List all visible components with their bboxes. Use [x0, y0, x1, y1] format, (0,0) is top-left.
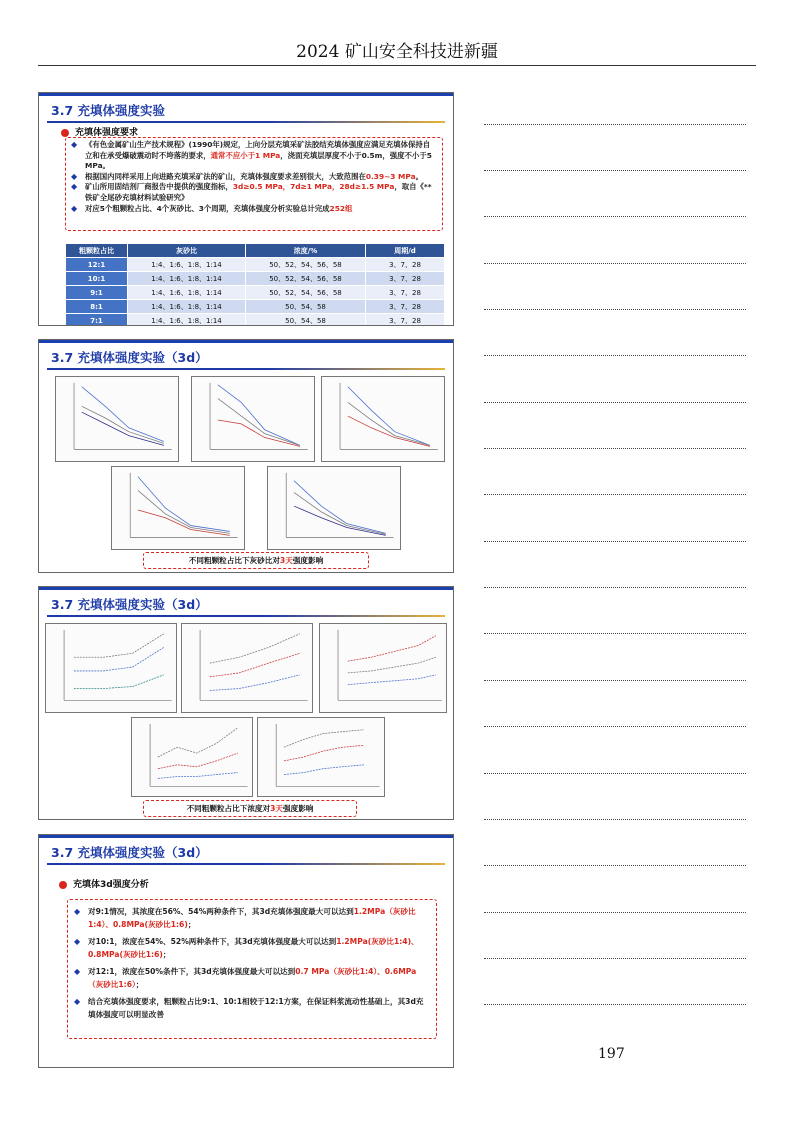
chart-thumbnail [45, 623, 177, 713]
note-line [484, 355, 746, 356]
column-header: 周期/d [366, 244, 445, 258]
note-line [484, 912, 746, 913]
slide-3d-cement-ratio [38, 339, 454, 573]
slide-3d-concentration [38, 586, 454, 820]
slide-subtitle: 充填体强度要求 [61, 125, 138, 138]
column-header: 浓度/% [246, 244, 366, 258]
title-rule [47, 863, 445, 865]
slide-strength-requirements [38, 92, 454, 326]
red-dot-icon [61, 129, 69, 137]
requirement-item: ◆ 矿山所用固结剂厂商报告中提供的强度指标，3d≥0.5 MPa，7d≥1 MPa，28d≥1.5 MPa，取自《**铁矿全尾砂充填材料试验研究》 [71, 182, 437, 203]
slide-title: 3.7 充填体强度实验 [51, 103, 165, 118]
red-dot-icon [59, 881, 67, 889]
note-line [484, 819, 746, 820]
requirements-box [65, 137, 443, 231]
title-rule [47, 368, 445, 370]
page-header: 2024 矿山安全科技进新疆 [38, 40, 756, 66]
slide-title: 3.7 充填体强度实验（3d） [51, 845, 208, 860]
note-lines [484, 0, 746, 1141]
note-line [484, 958, 746, 959]
note-line [484, 309, 746, 310]
figure-caption: 不同粗颗粒占比下浓度对3天强度影响 [143, 800, 357, 817]
page-number: 197 [598, 1046, 625, 1062]
note-line [484, 1004, 746, 1005]
chart-thumbnail [321, 376, 445, 462]
note-line [484, 865, 746, 866]
slide-top-bar [39, 835, 453, 838]
table-row: 9:1 1:4、1:6、1:8、1:14 50、52、54、56、58 3、7、28 [66, 286, 445, 300]
note-line [484, 726, 746, 727]
table-row: 7:1 1:4、1:6、1:8、1:14 50、54、58 3、7、28 [66, 314, 445, 327]
analysis-box [67, 899, 437, 1039]
slide-title: 3.7 充填体强度实验（3d） [51, 350, 208, 365]
column-header: 灰砂比 [128, 244, 246, 258]
slide-top-bar [39, 93, 453, 96]
table-header-row [66, 244, 445, 258]
column-header: 粗颗粒占比 [66, 244, 128, 258]
slide-subtitle: 充填体3d强度分析 [59, 877, 149, 890]
title-rule [47, 615, 445, 617]
slide-title: 3.7 充填体强度实验（3d） [51, 597, 208, 612]
chart-thumbnail [319, 623, 447, 713]
note-line [484, 633, 746, 634]
requirement-item: ◆ 《有色金属矿山生产技术规程》(1990年)规定，上向分层充填采矿法胶结充填体强度应满足充填体保持自立和在承受爆破震动时不垮落的要求，通常不应小于1 MPa，浇面充填层厚度不小于0.5m，强度不小于5 MPa。 [71, 140, 437, 172]
slide-top-bar [39, 340, 453, 343]
note-line [484, 680, 746, 681]
chart-thumbnail [267, 466, 401, 550]
chart-thumbnail [55, 376, 179, 462]
note-line [484, 402, 746, 403]
experiment-table [65, 243, 445, 326]
note-line [484, 124, 746, 125]
table-row: 8:1 1:4、1:6、1:8、1:14 50、54、58 3、7、28 [66, 300, 445, 314]
note-line [484, 494, 746, 495]
requirement-item: ◆ 根据国内同样采用上向进路充填采矿法的矿山，充填体强度要求差别很大，大致范围在0.39~3 MPa。 [71, 172, 437, 183]
analysis-item: ◆ 对10:1，浓度在54%、52%两种条件下，其3d充填体强度最大可以达到1.2MPa(灰砂比1:4)、0.8MPa(灰砂比1:6)； [74, 936, 430, 961]
requirement-item: ◆ 对应5个粗颗粒占比、4个灰砂比、3个周期，充填体强度分析实验总计完成252组 [71, 204, 437, 215]
title-rule [47, 121, 445, 123]
note-line [484, 587, 746, 588]
note-line [484, 448, 746, 449]
analysis-item: ◆ 对9:1情况，其浓度在56%、54%两种条件下，其3d充填体强度最大可以达到1.2MPa（灰砂比1:4）、0.8MPa(灰砂比1:6)； [74, 906, 430, 931]
note-line [484, 541, 746, 542]
note-line [484, 773, 746, 774]
note-line [484, 170, 746, 171]
analysis-item: ◆ 对12:1，浓度在50%条件下，其3d充填体强度最大可以达到0.7 MPa（灰砂比1:4）、0.6MPa（灰砂比1:6）； [74, 966, 430, 991]
slide-top-bar [39, 587, 453, 590]
chart-thumbnail [111, 466, 245, 550]
note-line [484, 216, 746, 217]
chart-thumbnail [257, 717, 385, 797]
figure-caption: 不同粗颗粒占比下灰砂比对3天强度影响 [143, 552, 369, 569]
chart-thumbnail [131, 717, 253, 797]
analysis-item: ◆ 结合充填体强度要求，粗颗粒占比9:1、10:1相较于12:1方案，在保证料浆流动性基础上，其3d充填体强度可以明显改善 [74, 996, 430, 1021]
table-row: 10:1 1:4、1:6、1:8、1:14 50、52、54、56、58 3、7、28 [66, 272, 445, 286]
chart-thumbnail [191, 376, 315, 462]
chart-thumbnail [181, 623, 313, 713]
slide-3d-analysis [38, 834, 454, 1068]
table-row: 12:1 1:4、1:6、1:8、1:14 50、52、54、56、58 3、7、28 [66, 258, 445, 272]
note-line [484, 263, 746, 264]
